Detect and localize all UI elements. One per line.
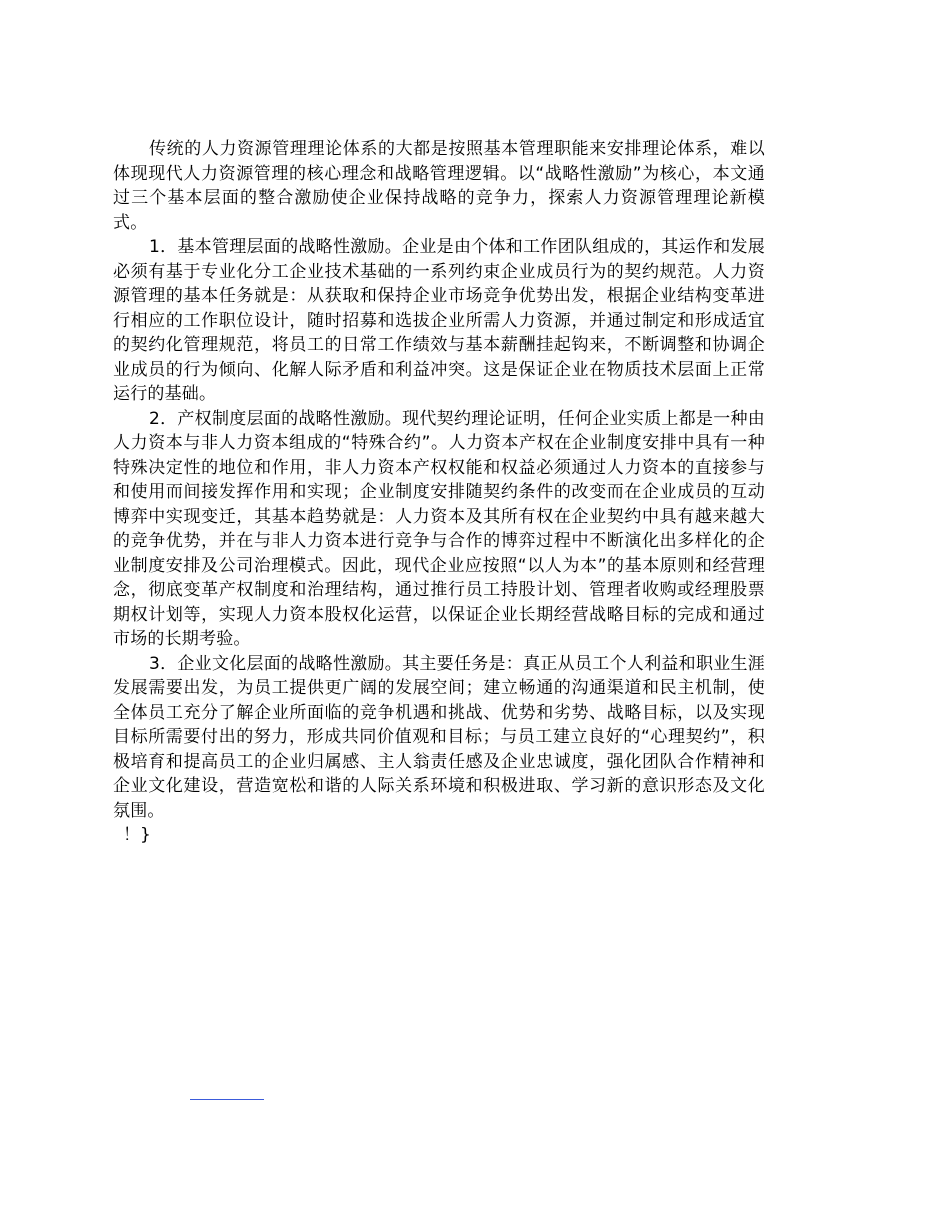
section-3-paragraph: 3．企业文化层面的战略性激励。其主要任务是：真正从员工个人利益和职业生涯发展需要出发，为员工提供更广阔的发展空间；建立畅通的沟通渠道和民主机制，使全体员工充分了解企业所面临的竞争机遇和挑战、优势和劣势、战略目标，以及实现目标所需要付出的努力，形成共同价值观和目标；与员工建立良好的“心理契约”，积极培育和提高员工的企业归属感、主人翁责任感及企业忠诚度，强化团队合作精神和企业文化建设，营造宽松和谐的人际关系环境和积极进取、学习新的意识形态及文化氛围。 bbox=[113, 653, 765, 821]
section-2-paragraph: 2．产权制度层面的战略性激励。现代契约理论证明，任何企业实质上都是一种由人力资本与非人力资本组成的“特殊合约”。人力资本产权在企业制度安排中具有一种特殊决定性的地位和作用，非人力资本产权权能和权益必须通过人力资本的直接参与和使用而间接发挥作用和实现；企业制度安排随契约条件的改变而在企业成员的互动博弈中实现变迁，其基本趋势就是：人力资本及其所有权在企业契约中具有越来越大的竞争优势，并在与非人力资本进行竞争与合作的博弈过程中不断演化出多样化的企业制度安排及公司治理模式。因此，现代企业应按照“以人为本”的基本原则和经营理念，彻底变革产权制度和治理结构，通过推行员工持股计划、管理者收购或经理股票期权计划等，实现人力资本股权化运营，以保证企业长期经营战略目标的完成和通过市场的长期考验。 bbox=[113, 408, 765, 649]
document-body bbox=[113, 137, 765, 848]
footnote-separator bbox=[190, 1099, 264, 1100]
intro-paragraph: 传统的人力资源管理理论体系的大都是按照基本管理职能来安排理论体系，难以体现现代人力资源管理的核心理念和战略管理逻辑。以“战略性激励”为核心，本文通过三个基本层面的整合激励使企业保持战略的竞争力，探索人力资源管理理论新模式。 bbox=[113, 139, 765, 233]
trailing-mark: ！} bbox=[123, 825, 151, 845]
section-1-paragraph: 1．基本管理层面的战略性激励。企业是由个体和工作团队组成的，其运作和发展必须有基于专业化分工企业技术基础的一系列约束企业成员行为的契约规范。人力资源管理的基本任务就是：从获取和保持企业市场竞争优势出发，根据企业结构变革进行相应的工作职位设计，随时招募和选拔企业所需人力资源，并通过制定和形成适宜的契约化管理规范，将员工的日常工作绩效与基本薪酬挂起钩来，不断调整和协调企业成员的行为倾向、化解人际矛盾和利益冲突。这是保证企业在物质技术层面上正常运行的基础。 bbox=[113, 237, 765, 404]
